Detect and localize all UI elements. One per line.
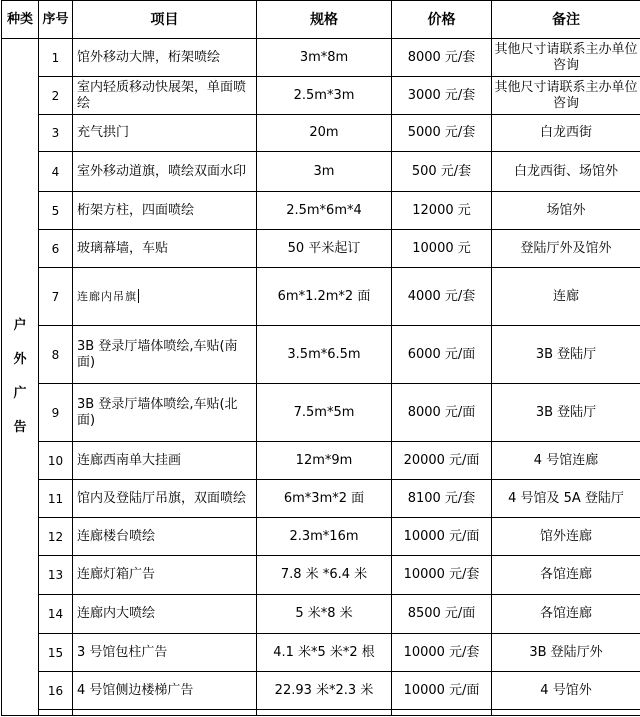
row-note [492, 710, 640, 716]
row-note: 4 号馆及 5A 登陆厅 [492, 480, 640, 518]
table-row-partial [2, 710, 640, 716]
row-index: 4 [39, 152, 73, 192]
header-item: 项目 [73, 1, 257, 39]
row-item: 室外移动道旗，喷绘双面水印 [73, 152, 257, 192]
row-spec: 6m*3m*2 面 [257, 480, 392, 518]
row-price: 500 元/套 [392, 152, 492, 192]
row-price: 12000 元 [392, 192, 492, 230]
row-index: 15 [39, 634, 73, 672]
row-price: 10000 元/套 [392, 634, 492, 672]
row-item: 馆外移动大牌，桁架喷绘 [73, 39, 257, 77]
row-index: 9 [39, 384, 73, 442]
row-price: 8500 元/面 [392, 595, 492, 634]
row-item-cell [73, 268, 257, 326]
row-spec: 6m*1.2m*2 面 [257, 268, 392, 326]
table-row [2, 77, 640, 115]
row-spec [257, 710, 392, 716]
row-item: 连廊楼台喷绘 [73, 518, 257, 556]
row-price: 6000 元/面 [392, 326, 492, 384]
category-char: 广 [13, 386, 27, 401]
row-item [73, 710, 257, 716]
table-row [2, 556, 640, 595]
row-index: 13 [39, 556, 73, 595]
row-index: 12 [39, 518, 73, 556]
row-price: 10000 元/面 [392, 672, 492, 710]
row-spec: 2.3m*16m [257, 518, 392, 556]
row-price: 10000 元/面 [392, 518, 492, 556]
row-spec: 20m [257, 115, 392, 152]
row-item: 3B 登录厅墙体喷绘,车贴(南面) [73, 326, 257, 384]
text-cursor [138, 289, 139, 303]
row-spec: 2.5m*6m*4 [257, 192, 392, 230]
row-item: 玻璃幕墙，车贴 [73, 230, 257, 268]
table-row [2, 230, 640, 268]
table-row [2, 268, 640, 326]
header-spec: 规格 [257, 1, 392, 39]
row-index: 14 [39, 595, 73, 634]
row-spec: 22.93 米*2.3 米 [257, 672, 392, 710]
row-note: 其他尺寸请联系主办单位咨询 [492, 39, 640, 77]
row-spec: 7.5m*5m [257, 384, 392, 442]
row-item: 3B 登录厅墙体喷绘,车贴(北面) [73, 384, 257, 442]
header-index: 序号 [39, 1, 73, 39]
row-note: 4 号馆连廊 [492, 442, 640, 480]
row-spec: 3.5m*6.5m [257, 326, 392, 384]
row-spec: 12m*9m [257, 442, 392, 480]
row-note: 3B 登陆厅 [492, 326, 640, 384]
row-price: 20000 元/面 [392, 442, 492, 480]
row-item: 连廊西南单大挂画 [73, 442, 257, 480]
category-char: 外 [13, 352, 27, 367]
row-price: 8000 元/面 [392, 384, 492, 442]
row-index: 7 [39, 268, 73, 326]
row-note: 场馆外 [492, 192, 640, 230]
table-row [2, 115, 640, 152]
row-item: 连廊内大喷绘 [73, 595, 257, 634]
row-spec: 4.1 米*5 米*2 根 [257, 634, 392, 672]
row-index: 11 [39, 480, 73, 518]
row-index: 6 [39, 230, 73, 268]
row-spec: 50 平米起订 [257, 230, 392, 268]
row-index [39, 710, 73, 716]
row-item: 3 号馆包柱广告 [73, 634, 257, 672]
row-note: 其他尺寸请联系主办单位咨询 [492, 77, 640, 115]
row-note: 4 号馆外 [492, 672, 640, 710]
table-row [2, 480, 640, 518]
row-note: 白龙西街 [492, 115, 640, 152]
row-item: 室内轻质移动快展架，单面喷绘 [73, 77, 257, 115]
row-note: 登陆厅外及馆外 [492, 230, 640, 268]
row-spec: 7.8 米 *6.4 米 [257, 556, 392, 595]
row-price: 10000 元/套 [392, 556, 492, 595]
category-cell [2, 39, 39, 716]
table-row [2, 595, 640, 634]
row-note: 连廊 [492, 268, 640, 326]
header-category: 种类 [2, 1, 39, 39]
table-row [2, 326, 640, 384]
category-char: 户 [13, 318, 27, 333]
table-row [2, 384, 640, 442]
row-note: 各馆连廊 [492, 595, 640, 634]
row-price: 4000 元/套 [392, 268, 492, 326]
row-note: 各馆连廊 [492, 556, 640, 595]
row-item: 充气拱门 [73, 115, 257, 152]
row-price: 8000 元/套 [392, 39, 492, 77]
row-item: 连廊内吊旗 [77, 289, 137, 303]
header-price: 价格 [392, 1, 492, 39]
row-index: 8 [39, 326, 73, 384]
row-index: 16 [39, 672, 73, 710]
row-price: 3000 元/套 [392, 77, 492, 115]
table-row [2, 634, 640, 672]
table-row [2, 192, 640, 230]
header-row [2, 1, 640, 39]
row-spec: 2.5m*3m [257, 77, 392, 115]
ad-price-table [1, 0, 640, 716]
row-price [392, 710, 492, 716]
row-index: 10 [39, 442, 73, 480]
row-index: 2 [39, 77, 73, 115]
row-spec: 5 米*8 米 [257, 595, 392, 634]
row-spec: 3m*8m [257, 39, 392, 77]
row-item: 连廊灯箱广告 [73, 556, 257, 595]
row-note: 馆外连廊 [492, 518, 640, 556]
row-price: 8100 元/套 [392, 480, 492, 518]
row-note: 白龙西街、场馆外 [492, 152, 640, 192]
table-row [2, 39, 640, 77]
row-price: 10000 元 [392, 230, 492, 268]
category-char: 告 [13, 420, 27, 435]
table-row [2, 442, 640, 480]
row-spec: 3m [257, 152, 392, 192]
row-item: 4 号馆侧边楼梯广告 [73, 672, 257, 710]
table-row [2, 518, 640, 556]
row-index: 5 [39, 192, 73, 230]
row-note: 3B 登陆厅外 [492, 634, 640, 672]
row-price: 5000 元/套 [392, 115, 492, 152]
row-item: 馆内及登陆厅吊旗，双面喷绘 [73, 480, 257, 518]
header-note: 备注 [492, 1, 640, 39]
row-index: 3 [39, 115, 73, 152]
row-item: 桁架方柱，四面喷绘 [73, 192, 257, 230]
row-index: 1 [39, 39, 73, 77]
table-row [2, 152, 640, 192]
table-row [2, 672, 640, 710]
row-note: 3B 登陆厅 [492, 384, 640, 442]
